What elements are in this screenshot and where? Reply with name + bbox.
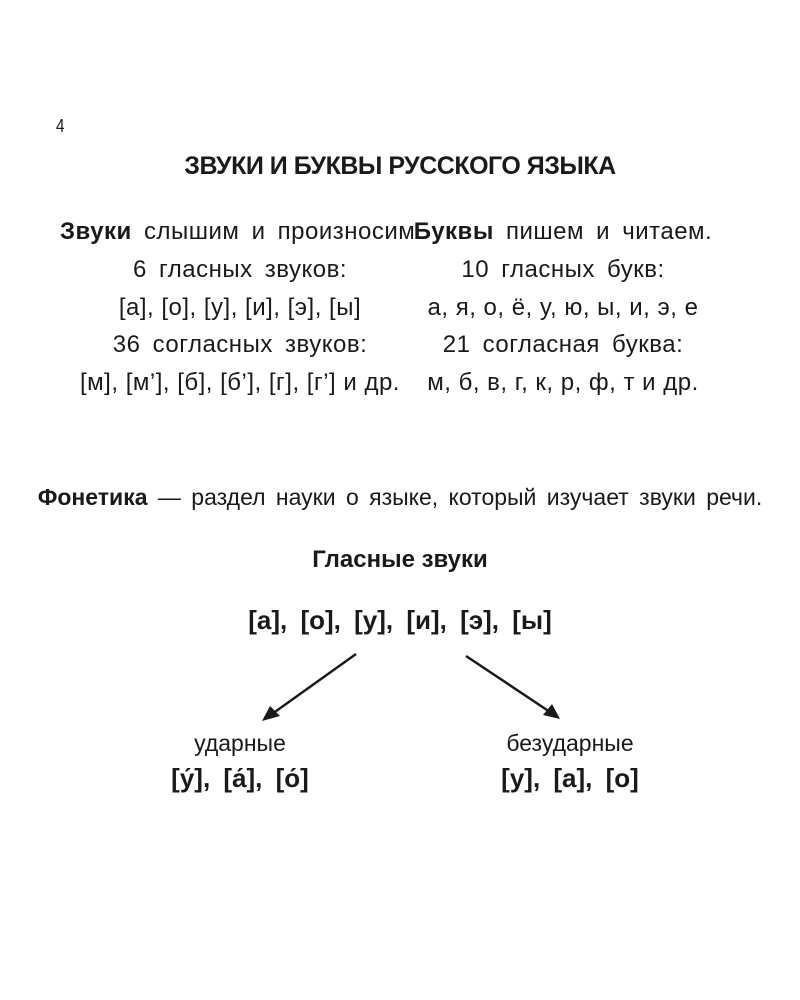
- letters-heading: [383, 218, 743, 247]
- stressed-branch: [130, 730, 350, 794]
- sounds-heading-text: слышим и произносим.: [131, 218, 423, 245]
- vowel-letters-list: а, я, о, ё, у, ю, ы, и, э, е: [427, 293, 699, 321]
- vowel-letters-count: 10 гласных букв:: [461, 255, 665, 283]
- unstressed-branch: [460, 730, 680, 794]
- arrow-to-unstressed: [466, 656, 560, 719]
- page-number: 4: [56, 116, 65, 136]
- consonant-letters-count: 21 согласная буква:: [442, 331, 684, 359]
- stressed-label: ударные: [194, 730, 286, 756]
- sounds-column: [60, 218, 423, 407]
- all-vowel-sounds: [а], [о], [у], [и], [э], [ы]: [248, 605, 552, 635]
- stressed-sounds: [у́], [а́], [о́]: [171, 763, 309, 793]
- page-title: ЗВУКИ И БУКВЫ РУССКОГО ЯЗЫКА: [184, 152, 616, 180]
- vowel-sounds-list: [а], [о], [у], [и], [э], [ы]: [118, 293, 362, 321]
- letters-column: [383, 218, 743, 407]
- letters-heading-term: Буквы: [413, 218, 494, 245]
- letters-heading-text: пишем и читаем.: [493, 218, 713, 245]
- vowel-sounds-title: Гласные звуки: [312, 546, 488, 573]
- consonant-letters-list: м, б, в, г, к, р, ф, т и др.: [427, 369, 699, 397]
- phonetics-term: Фонетика: [37, 484, 148, 510]
- phonetics-text: — раздел науки о языке, который изучает звуки речи.: [147, 484, 763, 510]
- sounds-heading: [60, 218, 423, 247]
- consonant-sounds-count: 36 согласных звуков:: [112, 331, 368, 359]
- arrow-to-stressed: [262, 654, 356, 721]
- phonetics-definition: [0, 484, 800, 511]
- sounds-heading-term: Звуки: [60, 218, 132, 245]
- consonant-sounds-list: [м], [м’], [б], [б’], [г], [г’] и др.: [80, 369, 400, 397]
- unstressed-sounds: [у], [а], [о]: [501, 763, 639, 793]
- vowel-sounds-count: 6 гласных звуков:: [132, 255, 348, 283]
- unstressed-label: безударные: [506, 730, 634, 756]
